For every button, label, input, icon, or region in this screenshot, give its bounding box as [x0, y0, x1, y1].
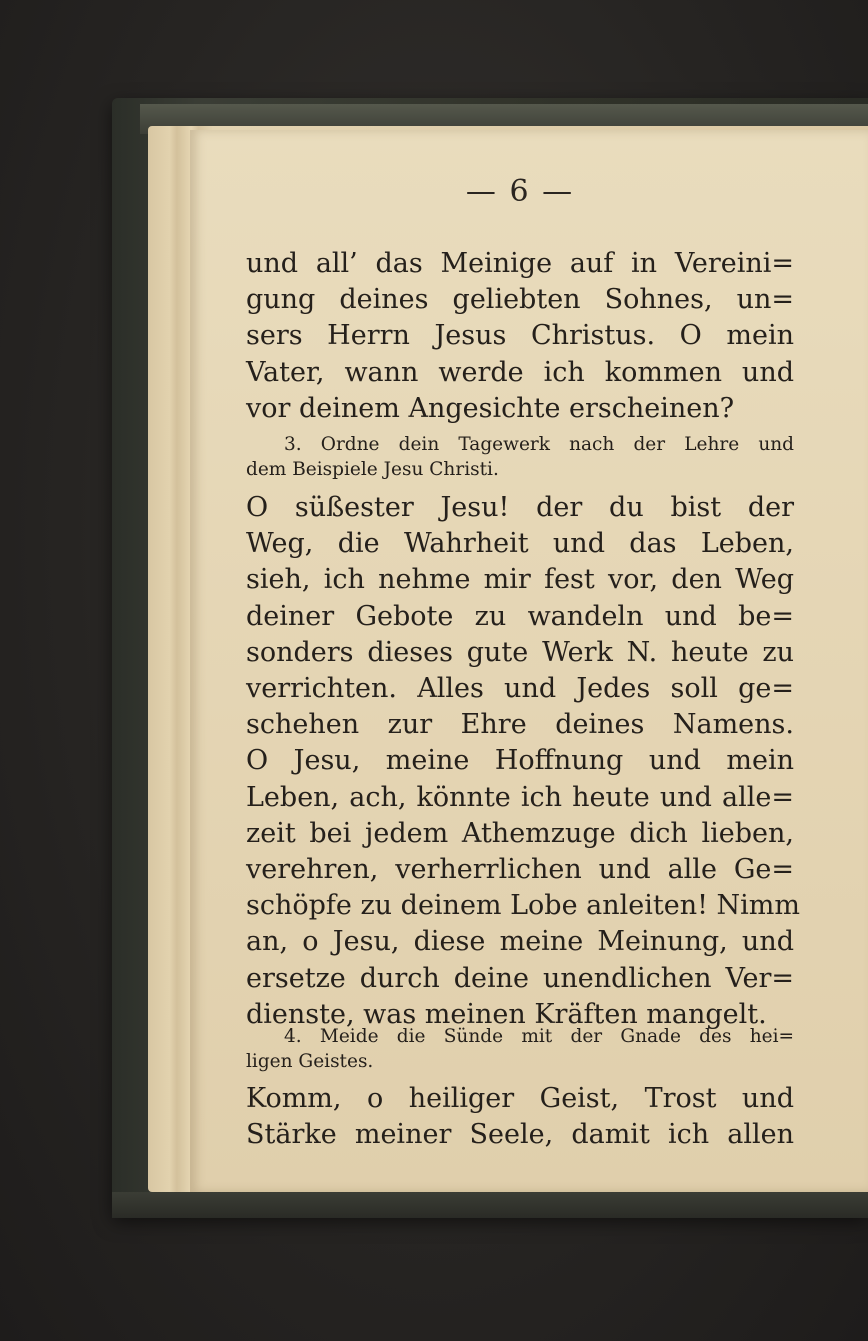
heading-line: 3. Ordne dein Tagewerk nach der Lehre und — [284, 434, 794, 455]
text-line: gung deines geliebten Sohnes, un= — [246, 284, 794, 316]
text-line: schöpfe zu deinem Lobe anleiten! Nimm — [246, 890, 800, 922]
heading-line: dem Beispiele Jesu Christi. — [246, 459, 499, 480]
heading-line: ligen Geistes. — [246, 1051, 374, 1072]
section-heading-3 — [246, 432, 794, 482]
heading-line: 4. Meide die Sünde mit der Gnade des hei= — [284, 1026, 794, 1047]
text-line: vor deinem Angesichte erscheinen? — [246, 392, 735, 424]
section-heading-4 — [246, 1024, 794, 1074]
text-line: ersetze durch deine unendlichen Ver= — [246, 962, 794, 994]
text-line: O süßester Jesu! der du bist der — [246, 492, 794, 523]
text-line: schehen zur Ehre deines Namens. — [246, 709, 794, 741]
text-line: sonders dieses gute Werk N. heute zu — [246, 636, 794, 668]
text-line: verehren, verherrlichen und alle Ge= — [246, 854, 794, 886]
text-line: sieh, ich nehme mir fest vor, den Weg — [246, 564, 794, 596]
text-line: zeit bei jedem Athemzuge dich lieben, — [246, 817, 794, 849]
text-line: dienste, was meinen Kräften mangelt. — [246, 998, 767, 1030]
text-line: Leben, ach, könnte ich heute und alle= — [246, 781, 794, 813]
text-line: sers Herrn Jesus Christus. O mein — [246, 320, 794, 352]
text-line: verrichten. Alles und Jedes soll ge= — [246, 673, 794, 705]
page-number: — 6 — — [465, 174, 575, 209]
paragraph-3 — [246, 1081, 794, 1153]
paragraph-1 — [246, 246, 794, 427]
text-line: an, o Jesu, diese meine Meinung, und — [246, 926, 794, 958]
text-line: Weg, die Wahrheit und das Leben, — [246, 528, 794, 560]
text-line: Vater, wann werde ich kommen und — [246, 356, 794, 388]
text-line: O Jesu, meine Hoffnung und mein — [246, 745, 794, 777]
text-line: Stärke meiner Seele, damit ich allen — [246, 1119, 794, 1151]
text-line: Komm, o heiliger Geist, Trost und — [246, 1083, 794, 1114]
paragraph-2 — [246, 490, 800, 1033]
book-cover-bottom — [112, 1192, 868, 1218]
text-line: deiner Gebote zu wandeln und be= — [246, 600, 794, 632]
text-line: und all’ das Meinige auf in Vereini= — [246, 248, 794, 279]
